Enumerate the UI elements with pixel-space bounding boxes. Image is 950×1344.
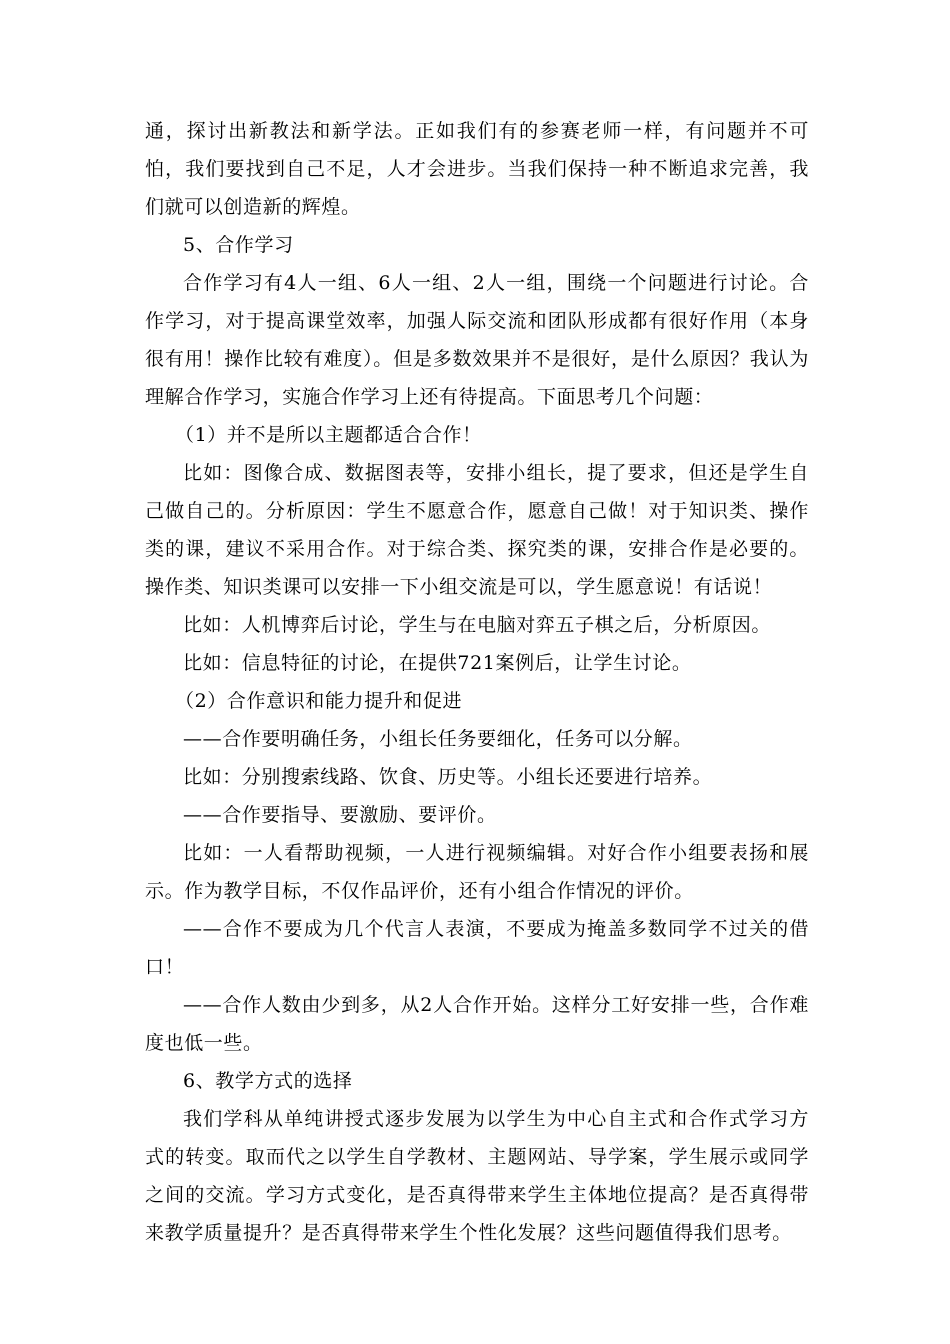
bullet-not-performance: ——合作不要成为几个代言人表演，不要成为掩盖多数同学不过关的借口！: [145, 918, 809, 978]
bullet-group-size: ——合作人数由少到多，从2人合作开始。这样分工好安排一些，合作难度也低一些。: [145, 994, 809, 1054]
subheading-1: （1）并不是所以主题都适合合作！: [175, 424, 482, 446]
paragraph-example-5: 比如：一人看帮助视频，一人进行视频编辑。对好合作小组要表扬和展示。作为教学目标，不仅作品评价，还有小组合作情况的评价。: [145, 842, 809, 902]
paragraph-example-2: 比如：人机博弈后讨论，学生与在电脑对弈五子棋之后，分析原因。: [183, 614, 772, 636]
document-body: [145, 112, 809, 1252]
bullet-guide-motivate: ——合作要指导、要激励、要评价。: [183, 804, 497, 826]
bullet-clear-tasks: ——合作要明确任务，小组长任务要细化，任务可以分解。: [183, 728, 693, 750]
paragraph-example-3: 比如：信息特征的讨论，在提供721案例后，让学生讨论。: [183, 652, 692, 674]
paragraph-example-1: 比如：图像合成、数据图表等，安排小组长，提了要求，但还是学生自己做自己的。分析原因：学生不愿意合作，愿意自己做！对于知识类、操作类的课，建议不采用合作。对于综合类、探究类的课，安排合作是必要的。操作类、知识类课可以安排一下小组交流是可以，学生愿意说！有话说！: [145, 462, 809, 598]
paragraph-example-4: 比如：分别搜索线路、饮食、历史等。小组长还要进行培养。: [183, 766, 713, 788]
paragraph-cooperative-intro: 合作学习有4人一组、6人一组、2人一组，围绕一个问题进行讨论。合作学习，对于提高课堂效率，加强人际交流和团队形成都有很好作用（本身很有用！操作比较有难度）。但是多数效果并不是很好，是什么原因？我认为理解合作学习，实施合作学习上还有待提高。下面思考几个问题：: [145, 272, 809, 408]
paragraph-continuation: 通，探讨出新教法和新学法。正如我们有的参赛老师一样，有问题并不可怕，我们要找到自己不足，人才会进步。当我们保持一种不断追求完善，我们就可以创造新的辉煌。: [145, 120, 809, 218]
section-heading-cooperative-learning: 5、合作学习: [183, 234, 294, 256]
section-heading-teaching-method: 6、教学方式的选择: [183, 1070, 353, 1092]
subheading-2: （2）合作意识和能力提升和促进: [175, 690, 463, 712]
paragraph-teaching-method: 我们学科从单纯讲授式逐步发展为以学生为中心自主式和合作式学习方式的转变。取而代之以学生自学教材、主题网站、导学案，学生展示或同学之间的交流。学习方式变化，是否真得带来学生主体地位提高？是否真得带来教学质量提升？是否真得带来学生个性化发展？这些问题值得我们思考。: [145, 1108, 809, 1244]
